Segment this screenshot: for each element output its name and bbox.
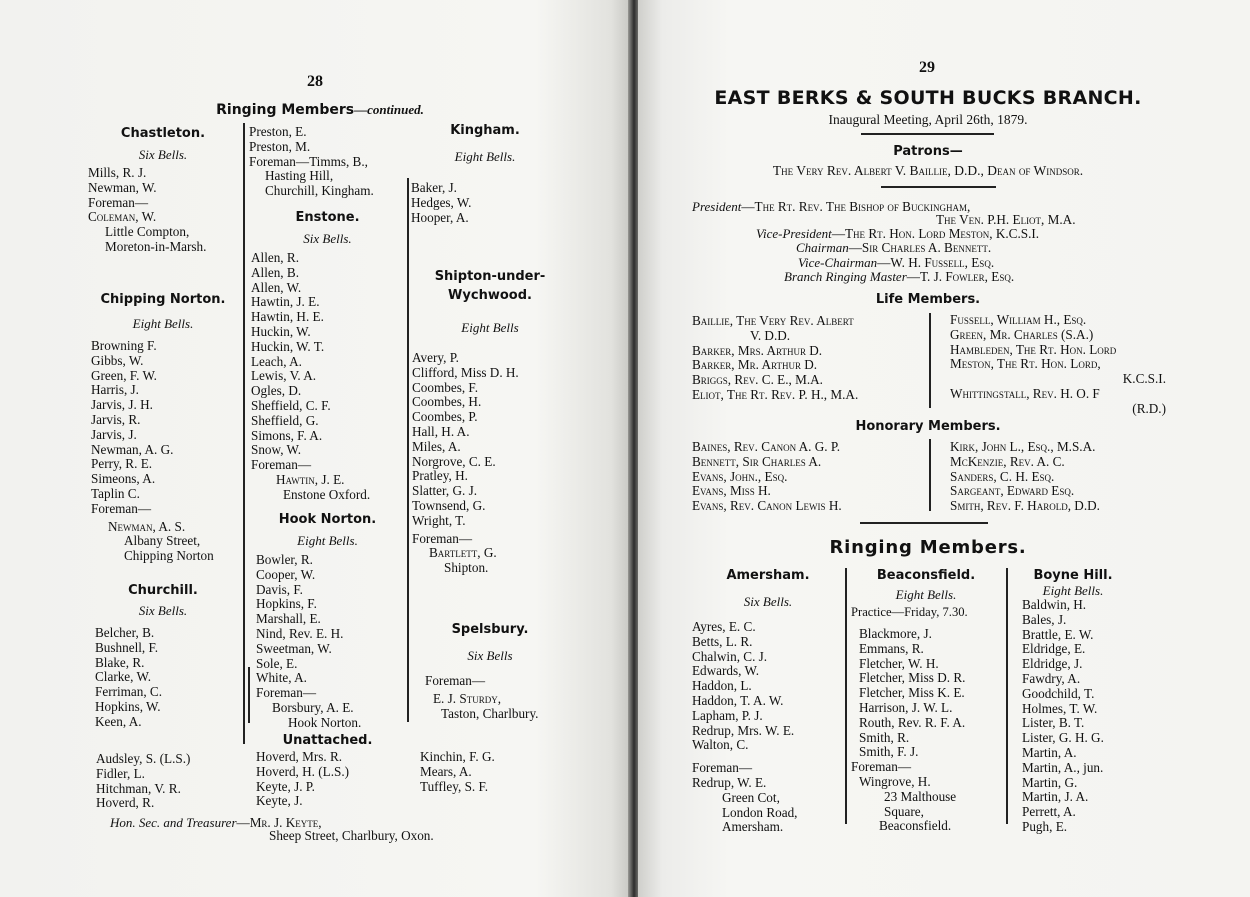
member: Ferriman, C. [95,684,163,700]
member: Wright, T. [412,512,466,528]
member: Coombes, F. [412,379,478,395]
officer-title: Chairman [796,240,849,255]
member: Smith, Rev. F. Harold, D.D. [950,498,1100,514]
member-list [91,339,214,564]
spelsbury-heading: Spelsbury. [451,622,529,637]
member: Allen, R. [251,250,299,265]
member: Green, Mr. Charles (S.A.) [950,326,1094,342]
shipton-heading [410,269,570,303]
member: Browning F. [91,338,157,353]
member: Blackmore, J. [859,626,932,641]
officer-title: Vice-Chairman [798,255,878,270]
member: Nind, Rev. E. H. [256,625,344,641]
boyne-hill-heading: Boyne Hill. [1033,568,1113,583]
officer-line [784,270,1014,285]
member: Coombes, P. [412,409,478,425]
member: Smith, R. [859,729,910,745]
member-list [251,251,370,503]
address: London Road, [722,804,798,820]
member: Preston, E. [249,124,307,139]
member: Keen, A. [95,713,142,729]
member: Pratley, H. [412,468,468,484]
page-number: 29 [919,59,935,76]
enstone-heading: Enstone. [295,210,360,225]
foreman-label: Foreman— [412,530,473,546]
title-bold: Ringing Members [216,102,355,118]
chastleton-heading: Chastleton. [120,126,206,141]
member: Fletcher, Miss K. E. [859,685,965,701]
column-divider [248,667,250,723]
member: Belcher, B. [95,625,155,640]
shipton-bells: Eight Bells [461,320,519,335]
column-divider [845,568,847,824]
officer-title: Branch Ringing Master [784,269,907,284]
patrons-heading: Patrons— [893,144,963,159]
churchill-heading: Churchill. [128,583,198,598]
address: Shipton. [444,560,489,576]
member: Marshall, E. [256,611,321,627]
member: White, A. [256,670,307,686]
member: Allen, W. [251,279,302,295]
column-divider [407,178,409,722]
foreman-label: Foreman— [425,673,486,688]
member: Simeons, A. [91,471,156,487]
address: Amersham. [722,819,784,835]
member: Hawtin, J. E. [251,294,320,310]
member: Bowler, R. [256,552,313,567]
member: Betts, L. R. [692,633,753,649]
member: Barker, Mr. Arthur D. [692,357,818,373]
kingham-bells: Eight Bells. [454,149,516,164]
member: Harrison, J. W. L. [859,699,953,715]
ringing-members-heading: Ringing Members. [829,537,1027,558]
foreman-name: Redrup, W. E. [692,774,767,790]
foreman-name: E. J. Sturdy, [433,690,502,706]
foreman-label: Foreman— [88,194,149,210]
address: 23 Malthouse [884,788,957,804]
hon-secretary-label: Hon. Sec. and Treasurer [110,815,237,830]
member: Hoverd, Mrs. R. [256,749,343,764]
member: Norgrove, C. E. [412,453,496,469]
officer-name: —The Rt. Rev. The Bishop of Buckingham, [741,199,971,214]
member: Haddon, L. [692,678,752,694]
member: Martin, A. [1022,744,1077,760]
member: Tuffley, S. F. [420,778,489,794]
unattached-heading: Unattached. [282,733,373,748]
member: Bales, J. [1022,611,1067,627]
address: Square, [884,803,924,819]
member-list [256,750,349,809]
foreman-label: Foreman— [91,500,152,516]
member: Sheffield, C. F. [251,397,331,413]
member: Leach, A. [251,353,302,369]
member: Hopkins, W. [95,698,161,714]
member: Keyte, J. [256,793,303,809]
member: Martin, J. A. [1022,789,1089,805]
foreman-label: Foreman— [851,759,912,775]
member-list [950,440,1100,514]
foreman-name: Coleman, W. [88,209,157,225]
member: Hoverd, R. [96,795,155,811]
foreman-name: Bartlett, G. [429,545,497,561]
member-list [692,620,797,835]
member: Jarvis, R. [91,411,141,427]
member: Jarvis, J. [91,426,137,442]
member: Hitchman, V. R. [96,780,181,796]
member: Barker, Mrs. Arthur D. [692,342,823,358]
member: Preston, M. [249,138,311,154]
member: Jarvis, J. H. [91,397,153,413]
branch-title: EAST BERKS & SOUTH BUCKS BRANCH. [714,87,1142,109]
chipping-norton-heading: Chipping Norton. [100,292,226,307]
member: Brattle, E. W. [1022,626,1094,642]
member: Miles, A. [412,438,461,454]
member: Sheffield, G. [251,412,319,428]
member: Redrup, Mrs. W. E. [692,722,795,738]
member: Cooper, W. [256,566,316,582]
heading-line: Shipton-under- [434,269,546,284]
member: Lister, G. H. G. [1022,730,1104,746]
member: Audsley, S. (L.S.) [96,751,191,766]
member: Harris, J. [91,382,139,398]
member: Eldridge, J. [1022,656,1083,672]
column-divider [929,313,931,408]
member: Fletcher, Miss D. R. [859,670,966,686]
member-list [692,314,858,403]
member: Evans, Rev. Canon Lewis H. [692,498,842,514]
amersham-heading: Amersham. [726,568,810,583]
member: Holmes, T. W. [1022,700,1098,716]
hon-secretary-address: Sheep Street, Charlbury, Oxon. [269,828,434,843]
hon-secretary-name: —Mr. J. Keyte, [236,815,322,830]
member: Evans, John., Esq. [692,468,788,484]
member: Townsend, G. [412,497,486,513]
column-divider [1006,568,1008,824]
officer-line: The Ven. P.H. Eliot, M.A. [936,212,1076,227]
member: Sole, E. [256,655,298,671]
member: Emmans, R. [859,640,924,656]
officer-name: —W. H. Fussell, Esq. [877,255,995,270]
foreman-label: Foreman— [256,685,317,701]
member: Meston, The Rt. Hon. Lord, [950,356,1101,372]
member: Perrett, A. [1022,804,1076,820]
member: Lewis, V. A. [251,368,317,384]
column-divider [243,123,245,744]
member: Smith, F. J. [859,744,919,760]
member: Clarke, W. [95,669,152,685]
title-italic: —continued. [354,102,424,117]
member: Bushnell, F. [95,639,159,655]
officer-name: —The Rt. Hon. Lord Meston, K.C.S.I. [831,226,1040,241]
member: Whittingstall, Rev. H. O. F [950,385,1100,401]
member: (R.D.) [1132,400,1166,416]
member: Ogles, D. [251,383,302,399]
foreman-label: Foreman— [251,457,312,473]
member: Fussell, William H., Esq. [950,312,1087,327]
member: Hawtin, H. E. [251,309,324,325]
member: Keyte, J. P. [256,778,315,794]
member: Walton, C. [692,737,749,753]
member-list [249,125,374,199]
member: Lister, B. T. [1022,715,1085,731]
address: Little Compton, [105,224,190,240]
member: Mills, R. J. [88,165,147,180]
address: Albany Street, [124,533,201,549]
foreman-name: Newman, A. S. [108,518,186,534]
member-list [88,166,206,255]
page-29 [638,0,1250,897]
officer-name: —T. J. Fowler, Esq. [906,269,1015,284]
enstone-bells: Six Bells. [303,231,352,246]
member: Green, F. W. [91,367,157,383]
member: Briggs, Rev. C. E., M.A. [692,372,823,388]
member: Hall, H. A. [412,423,470,439]
member: Fletcher, W. H. [859,655,939,671]
member: Hambleden, The Rt. Hon. Lord [950,341,1117,357]
officer-title: President [692,199,742,214]
practice-time: Practice—Friday, 7.30. [851,605,968,619]
member: Hoverd, H. (L.S.) [256,763,350,779]
member: Gibbs, W. [91,352,144,368]
heading-line: Wychwood. [448,288,532,303]
churchill-bells: Six Bells. [138,603,188,618]
address: Taston, Charlbury. [441,705,539,721]
member: Blake, R. [95,654,145,670]
member: K.C.S.I. [1122,371,1166,387]
member: V. D.D. [750,327,791,343]
beaconsfield-bells: Eight Bells. [895,587,957,602]
chipping-norton-bells: Eight Bells. [132,316,194,331]
member-list [420,750,495,794]
hook-norton-heading: Hook Norton. [278,512,377,527]
member-list [256,553,361,731]
member: Avery, P. [412,350,459,365]
member: Ayres, E. C. [692,619,756,634]
member: Mears, A. [420,763,472,779]
member: Haddon, T. A. W. [692,692,784,708]
officer-line [692,200,970,215]
kingham-heading: Kingham. [450,123,520,138]
member: Sweetman, W. [256,640,332,656]
address: Beaconsfield. [879,818,952,834]
address: Moreton-in-Marsh. [105,238,207,254]
member-list [95,626,162,730]
column-divider [929,439,931,511]
divider [861,133,994,135]
member: Huckin, W. T. [251,338,325,354]
spelsbury-bells: Six Bells [467,648,513,663]
member: Pugh, E. [1022,818,1068,834]
section-title [150,101,490,119]
member: Evans, Miss H. [692,483,771,499]
member: Baillie, The Very Rev. Albert [692,313,854,328]
member-list [692,440,842,514]
address: Green Cot, [722,789,780,805]
member: Eliot, The Rt. Rev. P. H., M.A. [692,386,859,402]
member: Bennett, Sir Charles A. [692,453,822,469]
member: Hedges, W. [411,194,472,210]
member: Coombes, H. [412,394,482,410]
member: Allen, B. [251,264,299,280]
member: Sanders, C. H. Esq. [950,468,1055,484]
officer-line [796,241,991,256]
member-list [412,351,519,576]
member: Eldridge, E. [1022,641,1086,657]
member: Fidler, L. [96,765,145,781]
member: Chalwin, C. J. [692,648,768,664]
address: Chipping Norton [124,548,214,564]
foreman-label: Foreman— [692,760,753,776]
divider [860,522,988,524]
member: Newman, W. [88,179,157,195]
member: Huckin, W. [251,323,311,339]
member: Fawdry, A. [1022,670,1081,686]
member-list [425,674,538,721]
member-list [411,181,471,225]
officer-name: —Sir Charles A. Bennett. [848,240,992,255]
patron: The Very Rev. Albert V. Baillie, D.D., Dean of Windsor. [772,163,1084,178]
foreman-name: Hawtin, J. E. [276,471,345,487]
foreman-name: Borsbury, A. E. [272,699,354,715]
chastleton-bells: Six Bells. [138,147,188,162]
member: Kinchin, F. G. [420,749,495,764]
member: Goodchild, T. [1022,685,1095,701]
member: Martin, G. [1022,774,1078,790]
member: Martin, A., jun. [1022,759,1104,775]
member: Taplin C. [91,485,140,501]
foreman-line: Foreman—Timms, B., [249,153,368,169]
member: Simons, F. A. [251,427,323,443]
member: Sargeant, Edward Esq. [950,483,1075,499]
member: Baldwin, H. [1022,597,1087,612]
member-list [851,626,966,834]
member: McKenzie, Rev. A. C. [950,453,1065,469]
address: Enstone Oxford. [283,486,371,502]
boyne-hill-bells: Eight Bells. [1042,583,1104,598]
page-number: 28 [307,73,323,90]
hook-norton-bells: Eight Bells. [297,533,358,548]
address: Churchill, Kingham. [265,183,374,199]
life-members-heading: Life Members. [875,292,981,307]
address: Hasting Hill, [265,168,334,184]
member: Hopkins, F. [256,596,317,612]
member: Baines, Rev. Canon A. G. P. [692,439,841,454]
member-list [96,752,190,811]
address: Hook Norton. [288,714,362,730]
member: Hooper, A. [411,209,469,225]
member: Snow, W. [251,442,302,458]
officer-title: Vice-President [756,226,832,241]
member-list [950,313,1166,417]
member: Perry, R. E. [91,456,153,472]
member: Baker, J. [411,180,457,195]
honorary-members-heading: Honorary Members. [855,419,1001,434]
member: Routh, Rev. R. F. A. [859,714,966,730]
member: Lapham, P. J. [692,707,763,723]
divider [881,186,996,188]
branch-subtitle: Inaugural Meeting, April 26th, 1879. [828,112,1028,127]
member: Newman, A. G. [91,441,174,457]
amersham-bells: Six Bells. [743,594,793,609]
member: Slatter, G. J. [412,483,478,499]
beaconsfield-heading: Beaconsfield. [876,568,976,583]
member: Kirk, John L., Esq., M.S.A. [950,439,1096,454]
member: Clifford, Miss D. H. [412,364,519,380]
member: Edwards, W. [692,663,760,679]
member-list [1022,598,1104,835]
member: Davis, F. [256,581,303,597]
foreman-name: Wingrove, H. [859,773,931,789]
